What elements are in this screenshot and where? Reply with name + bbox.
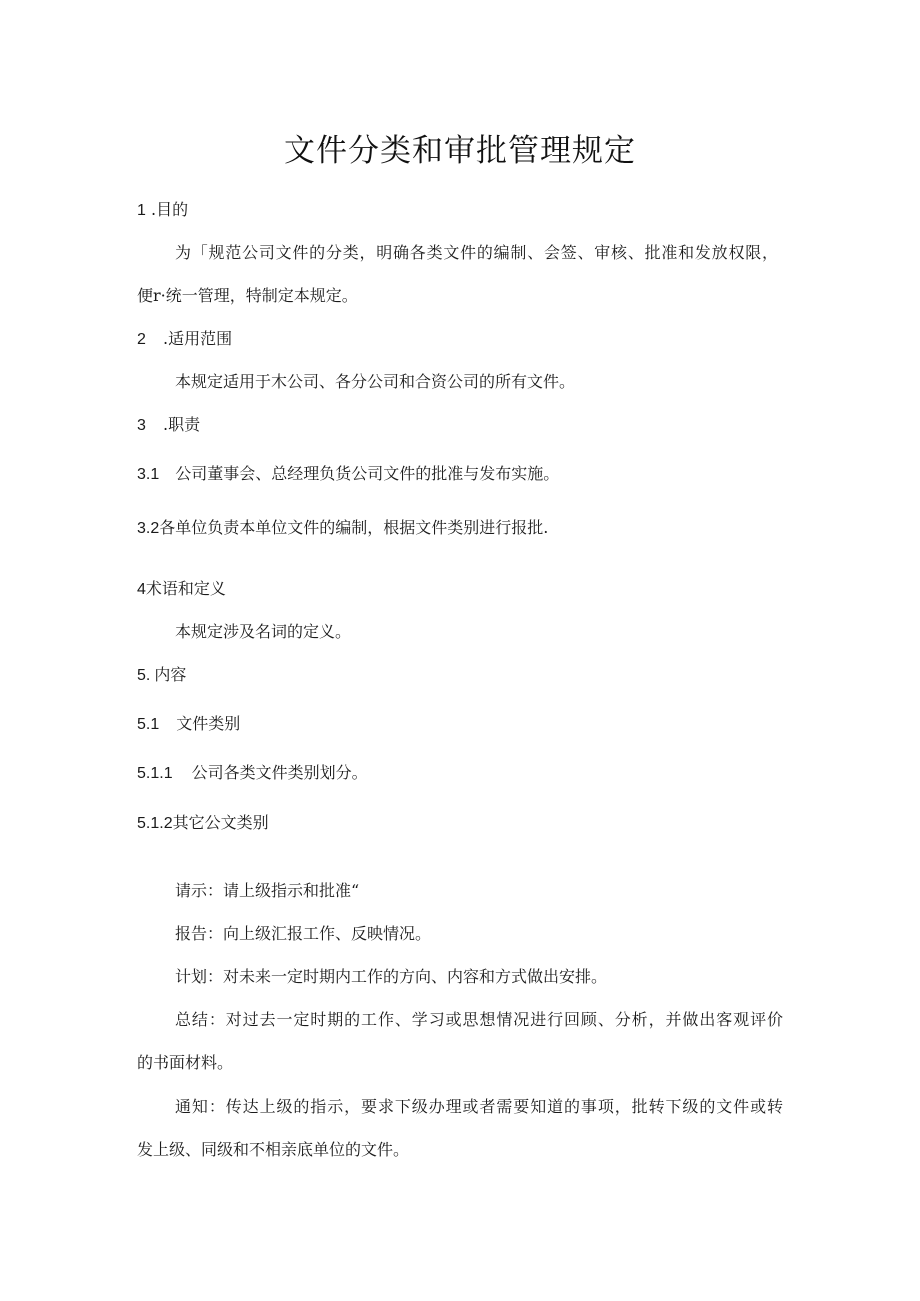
clause-5-1-2-number: 5.1.2 [137, 815, 173, 832]
section-5-title: 内容 [154, 665, 187, 684]
clause-5-1-2-text: 其它公文类别 [172, 813, 269, 832]
doc-type-baogao: 报告：向上级汇报工作、反映情况。 [175, 924, 432, 943]
doc-type-tongzhi-line-2: 发上级、同级和不相亲底单位的文件。 [137, 1140, 410, 1159]
section-4-number: 4 [137, 581, 146, 598]
section-1-paragraph-line-1: 为「规范公司文件的分类，明确各类文件的编制、会签、审核、批准和发放权限， [175, 243, 778, 262]
section-2-title: 适用范围 [168, 329, 233, 348]
doc-type-qingshi: 请示：请上级指示和批准“ [175, 881, 360, 900]
section-1-paragraph-line-2: 便r·统一管理，特制定本规定。 [137, 286, 358, 305]
clause-5-1-number: 5.1 [137, 716, 160, 733]
clause-3-2-number: 3.2 [137, 520, 160, 537]
clause-3-1-number: 3.1 [137, 466, 160, 483]
section-3-title: 职责 [168, 415, 201, 434]
doc-type-zongjie-line-2: 的书面材料。 [137, 1053, 234, 1072]
doc-type-jihua: 计划：对未来一定时期内工作的方向、内容和方式做出安排。 [175, 967, 608, 986]
doc-type-tongzhi-line-1: 通知：传达上级的指示，要求下级办理或者需要知道的事项，批转下级的文件或转 [175, 1097, 783, 1116]
section-4-paragraph: 本规定涉及名词的定义。 [175, 622, 352, 641]
section-1-separator: . [145, 200, 157, 219]
section-3-separator: . [157, 415, 169, 434]
clause-5-1-1-text: 公司各类文件类别划分。 [191, 763, 368, 782]
section-2-number: 2 [137, 331, 146, 348]
clause-5-1-1 [137, 762, 368, 785]
clause-5-1-2 [137, 812, 269, 835]
clause-5-1 [137, 713, 240, 736]
clause-3-1-text: 公司董事会、总经理负货公司文件的批准与发布实施。 [175, 464, 560, 483]
section-2-separator: . [157, 329, 169, 348]
section-1-number: 1 [137, 202, 146, 219]
section-1-heading [137, 199, 188, 222]
section-5-heading [137, 664, 186, 687]
section-3-heading [137, 414, 200, 437]
section-1-title: 目的 [156, 200, 189, 219]
section-5-number: 5. [137, 667, 151, 684]
document-title: 文件分类和审批管理规定 [284, 133, 636, 169]
clause-3-2 [137, 517, 548, 540]
clause-5-1-text: 文件类别 [176, 714, 241, 733]
clause-5-1-1-number: 5.1.1 [137, 765, 173, 782]
clause-3-2-text: 各单位负责本单位文件的编制，根据文件类别进行报批. [159, 518, 549, 537]
section-4-title: 术语和定义 [145, 579, 226, 598]
doc-type-zongjie-line-1: 总结：对过去一定时期的工作、学习或思想情况进行回顾、分析，并做出客观评价 [175, 1010, 783, 1029]
section-3-number: 3 [137, 417, 146, 434]
clause-3-1 [137, 463, 559, 486]
section-2-paragraph: 本规定适用于木公司、各分公司和合资公司的所有文件。 [175, 372, 576, 391]
section-4-heading [137, 578, 226, 601]
section-2-heading [137, 328, 232, 351]
